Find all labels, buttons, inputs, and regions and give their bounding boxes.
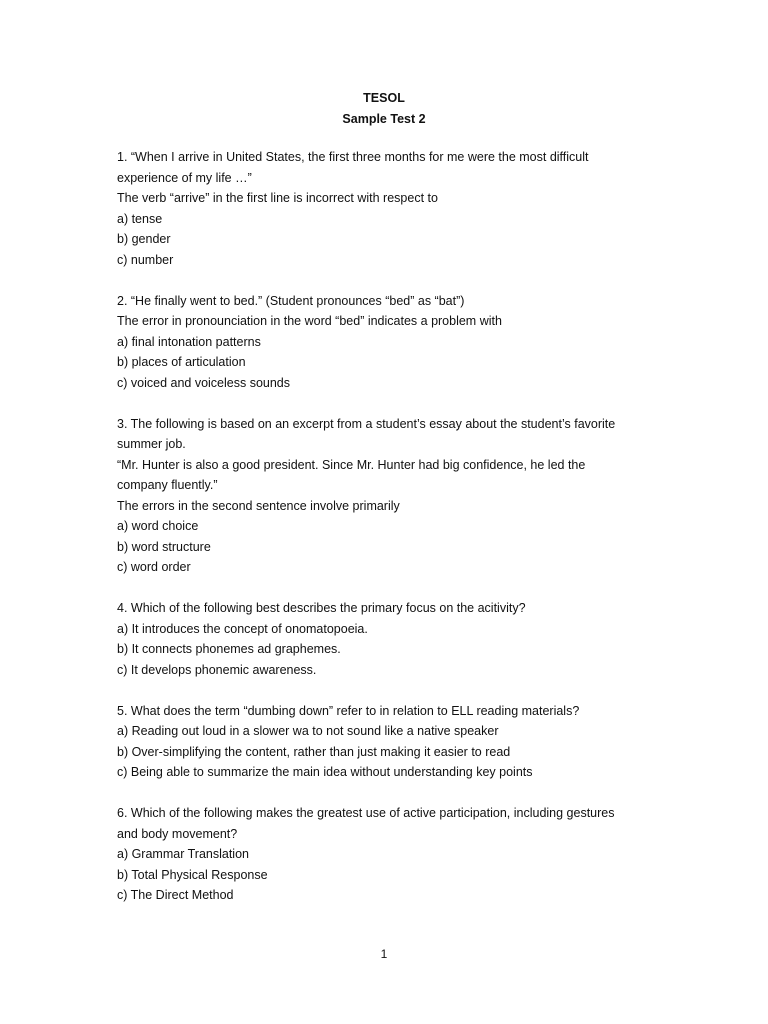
answer-option: a) tense bbox=[117, 211, 163, 226]
document-header bbox=[0, 88, 768, 129]
answer-option: b) It connects phonemes ad graphemes. bbox=[117, 642, 341, 656]
document-subtitle: Sample Test 2 bbox=[342, 111, 426, 126]
answer-option: b) Total Physical Response bbox=[117, 867, 268, 882]
answer-option: b) Over-simplifying the content, rather than just making it easier to read bbox=[117, 744, 511, 759]
question-text: 5. What does the term “dumbing down” refer to in relation to ELL reading materials? bbox=[117, 703, 580, 718]
answer-option: c) It develops phonemic awareness. bbox=[117, 662, 317, 677]
question-5 bbox=[117, 701, 657, 783]
question-prompt: The errors in the second sentence involve primarily bbox=[117, 498, 400, 513]
question-2 bbox=[117, 291, 657, 394]
question-list bbox=[117, 147, 657, 926]
page-number: 1 bbox=[380, 947, 388, 961]
question-text: experience of my life …” bbox=[117, 170, 252, 185]
question-quote: company fluently.” bbox=[117, 478, 218, 492]
question-text: 3. The following is based on an excerpt from a student’s essay about the student’s favorite bbox=[117, 416, 616, 431]
question-quote: “Mr. Hunter is also a good president. Since Mr. Hunter had big confidence, he led the bbox=[117, 457, 586, 472]
question-3 bbox=[117, 414, 657, 578]
answer-option: c) The Direct Method bbox=[117, 888, 234, 902]
question-text: and body movement? bbox=[117, 826, 238, 841]
question-text: 2. “He finally went to bed.” (Student pronounces “bed” as “bat”) bbox=[117, 293, 465, 308]
question-text: summer job. bbox=[117, 437, 186, 451]
answer-option: b) gender bbox=[117, 232, 171, 246]
answer-option: c) word order bbox=[117, 560, 191, 574]
question-6 bbox=[117, 803, 657, 906]
question-text: 6. Which of the following makes the greatest use of active participation, including gestures bbox=[117, 806, 615, 820]
answer-option: c) voiced and voiceless sounds bbox=[117, 375, 291, 390]
answer-option: a) It introduces the concept of onomatopoeia. bbox=[117, 621, 368, 636]
question-4 bbox=[117, 598, 657, 680]
answer-option: c) number bbox=[117, 252, 174, 267]
document-title: TESOL bbox=[363, 91, 405, 105]
question-text: 1. “When I arrive in United States, the first three months for me were the most difficult bbox=[117, 150, 589, 164]
answer-option: a) word choice bbox=[117, 519, 199, 533]
answer-option: b) places of articulation bbox=[117, 355, 246, 369]
question-prompt: The verb “arrive” in the first line is incorrect with respect to bbox=[117, 191, 438, 205]
answer-option: c) Being able to summarize the main idea without understanding key points bbox=[117, 765, 533, 779]
question-text: 4. Which of the following best describes the primary focus on the acitivity? bbox=[117, 601, 526, 615]
answer-option: a) Grammar Translation bbox=[117, 847, 249, 861]
answer-option: a) Reading out loud in a slower wa to not sound like a native speaker bbox=[117, 724, 499, 738]
answer-option: a) final intonation patterns bbox=[117, 334, 261, 349]
answer-option: b) word structure bbox=[117, 539, 211, 554]
question-1 bbox=[117, 147, 657, 270]
question-prompt: The error in pronounciation in the word “bed” indicates a problem with bbox=[117, 314, 502, 328]
